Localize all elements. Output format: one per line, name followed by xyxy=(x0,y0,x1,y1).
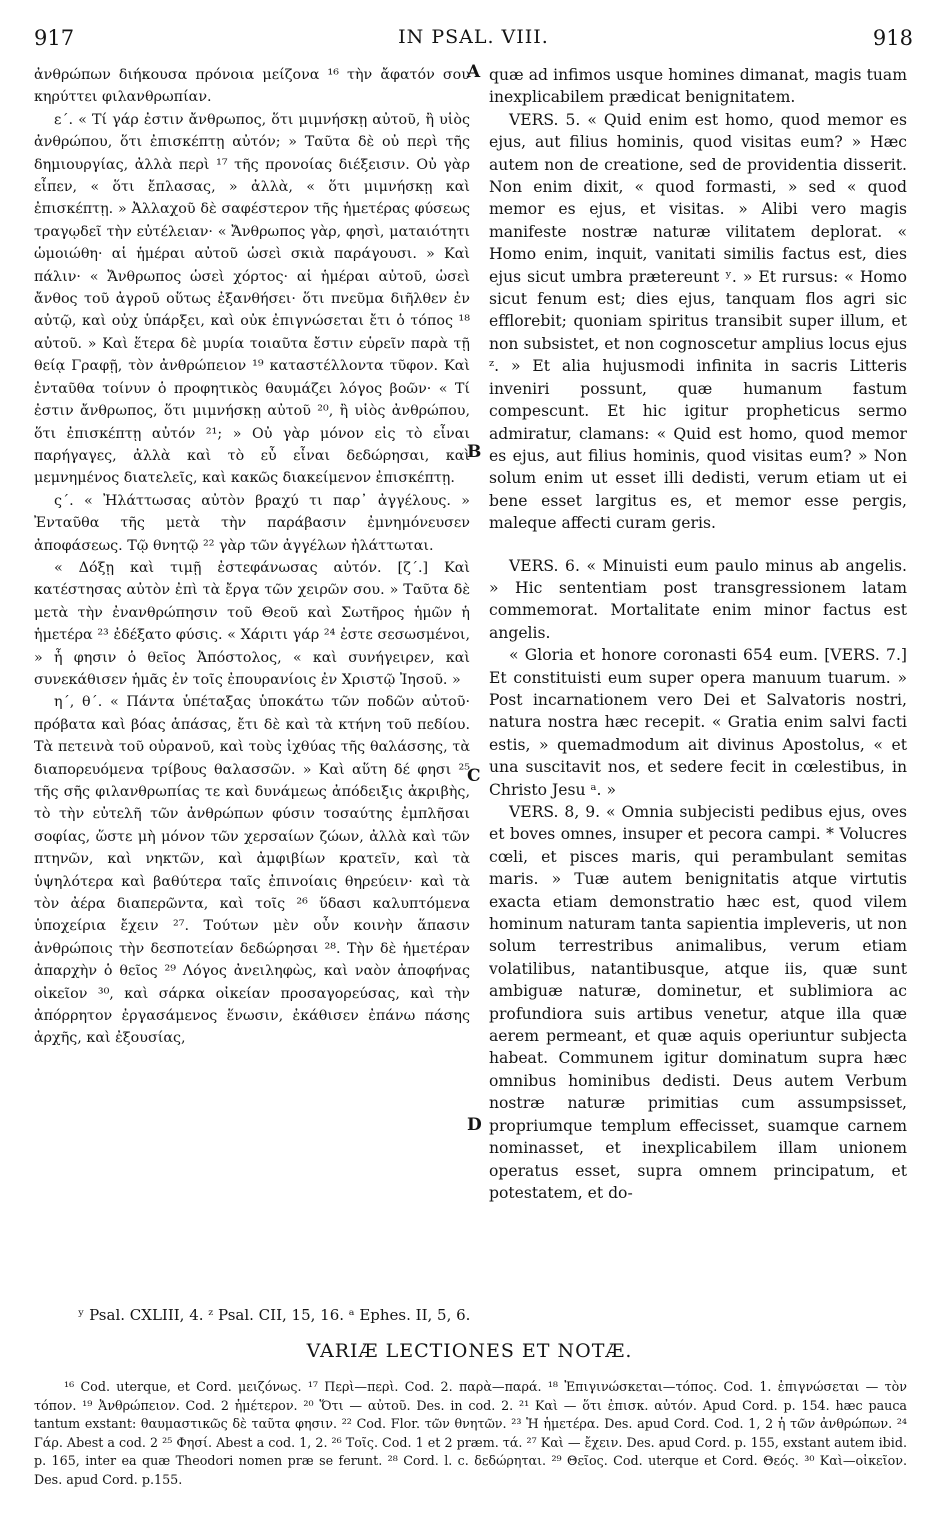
greek-paragraph: ἀνθρώπων διήκουσα πρόνοια μείζονα ¹⁶ τὴν ἄφατόν σου κηρύττει φιλανθρωπίαν. xyxy=(34,67,470,106)
margin-marker-d: D xyxy=(467,1115,482,1135)
greek-column xyxy=(34,64,470,1289)
margin-marker-b: B xyxy=(467,442,482,462)
notes-text: ¹⁶ Cod. uterque, et Cord. μειζόνως. ¹⁷ Περὶ—περὶ. Cod. 2. παρὰ—παρά. ¹⁸ Ἐπιγινώσκεται—τόπος. Cod. 1. ἐπιγνώσεται — τὸν τόπον. ¹⁹ Ἀνθρώπειον. Cod. 2 ἡμέτερον. ²⁰ Ὅτι — αὐτοῦ. Des. in cod. 2. ²¹ Καὶ — ὅτι ἐπισκ. αὐτόν. Apud Cord. p. 154. hæc pauca tantum exstant: θαυμαστικῶς δὲ ταῦτα φησιν. ²² Cod. Flor. τῶν θνητῶν. ²³ Ἡ ἡμετέρα. Des. apud Cord. Cod. 1, 2 ἡ τῶν ἀνθρώπων. ²⁴ Γάρ. Abest a cod. 2 ²⁵ Φησί. Abest a cod. 1, 2. ²⁶ Τοῖς. Cod. 1 et 2 præm. τά. ²⁷ Καὶ — ἔχειν. Des. apud Cord. p. 155, exstant autem ibid. p. 165, inter ea quæ Theodori nomen præ se ferunt. ²⁸ Cord. l. c. δεδώρηται. ²⁹ Θεῖος. Cod. uterque et Cord. Θεός. ³⁰ Καὶ—οἰκεῖον. Des. apud Cord. p.155. xyxy=(34,1379,907,1487)
latin-paragraph: VERS. 5. « Quid enim est homo, quod memor es ejus, aut filius hominis, quod visitas eum? » Hæc autem non de creatione, sed de providentia disserit. Non enim dixit, « quod formasti, » sed « quod memor es ejus, et visitas. » Alibi vero magis manifeste nostræ naturæ vilitatem deplorat. « Homo enim, inquit, vanitati similis factus est, dies ejus sicut umbra prætereunt ʸ. » Et rursus: « Homo sicut fenum est; dies ejus, tanquam flos agri sic efflorebit; quoniam spiritus transibit super illum, et non subsistet, et non cognoscetur amplius locus ejus ᶻ. » Et alia hujusmodi infinita in sacris Litteris inveniri possunt, quæ humanum fastum compescunt. Et hic igitur propheticus sermo admiratur, clamans: « Quid est homo, quod memor es ejus, aut filius hominis, quod visitas eum? » Non solum enim ut esset illi dedisti, verum etiam ut ei bene esset largitus es, et memor esse pergis, maleque affecti curam geris. xyxy=(489,110,907,533)
running-title: IN PSAL. VIII. xyxy=(398,26,549,48)
greek-paragraph: η´, θ´. « Πάντα ὑπέταξας ὑποκάτω τῶν ποδῶν αὐτοῦ· πρόβατα καὶ βόας ἁπάσας, ἔτι δὲ καὶ τὰ κτήνη τοῦ πεδίου. Τὰ πετεινὰ τοῦ οὐρανοῦ, καὶ τοὺς ἰχθύας τῆς θαλάσσης, τὰ διαπορευόμενα τρίβους θαλασσῶν. » Καὶ αὕτη δέ φησι ²⁵ τῆς σῆς φιλανθρωπίας τε καὶ δυνάμεως ἀπόδειξις ἀκριβὴς, τὸ τὴν εὐτελῆ τῶν ἀνθρώπων φύσιν τοσαύτης ἐμπλῆσαι σοφίας, ὥστε μὴ μόνον τῶν χερσαίων ζώων, ἀλλὰ καὶ τῶν πτηνῶν, καὶ νηκτῶν, καὶ ἀμφιβίων κρατεῖν, καὶ τὰ ὑψηλότερα καὶ βαθύτερα ταῖς ἐπινοίαις θηρεύειν· καὶ τὰ τὸν ἀέρα διαπερῶντα, καὶ τοῖς ²⁶ ὕδασι καλυπτόμενα ὑποχείρια ἔχειν ²⁷. Τούτων μὲν οὖν κοινὴν ἅπασιν ἀνθρώποις τὴν δεσποτείαν δεδώρησαι ²⁸. Τὴν δὲ ἡμετέραν ἀπαρχὴν ὁ θεῖος ²⁹ Λόγος ἀνειληφὼς, καὶ ναὸν ἀποφήνας οἰκεῖον ³⁰, καὶ σάρκα οἰκείαν προσαγορεύσας, καὶ τὴν ἀπόρρητον ἐργασάμενος ἕνωσιν, ἐκάθισεν ἐπάνω πάσης ἀρχῆς, καὶ ἐξουσίας, xyxy=(34,694,470,1047)
scripture-references: ʸ Psal. CXLIII, 4. ᶻ Psal. CII, 15, 16. ᵃ Ephes. II, 5, 6. xyxy=(78,1306,471,1324)
latin-column xyxy=(489,64,907,1289)
greek-paragraph: « Δόξῃ καὶ τιμῇ ἐστεφάνωσας αὐτόν. [ζ´.] Καὶ κατέστησας αὐτὸν ἐπὶ τὰ ἔργα τῶν χειρῶν σου. » Ταῦτα δὲ μετὰ τὴν ἐνανθρώπησιν τοῦ Θεοῦ καὶ Σωτῆρος ἡμῶν ἡ ἡμετέρα ²³ ἐδέξατο φύσις. « Χάριτι γάρ ²⁴ ἐστε σεσωσμένοι, » ἧ φησιν ὁ θεῖος Ἀπόστολος, « καὶ συνήγειρεν, καὶ συνεκάθισεν ἡμᾶς ἐν τοῖς ἐπουρανίοις ἐν Χριστῷ Ἰησοῦ. » xyxy=(34,559,470,688)
latin-paragraph: quæ ad infimos usque homines dimanat, magis tuam inexplicabilem prædicat benignitatem. xyxy=(489,66,907,107)
margin-marker-a: A xyxy=(467,62,481,82)
notes-heading: VARIÆ LECTIONES ET NOTÆ. xyxy=(306,1340,633,1362)
greek-paragraph: ς´. « Ἠλάττωσας αὐτὸν βραχύ τι παρ᾽ ἀγγέλους. » Ἐνταῦθα τῆς μετὰ τὴν παράβασιν ἐμνημόνευσεν ἀποφάσεως. Τῷ θνητῷ ²² γὰρ τῶν ἀγγέλων ἠλάττωται. xyxy=(34,492,470,554)
latin-paragraph: VERS. 8, 9. « Omnia subjecisti pedibus ejus, oves et boves omnes, insuper et pecora campi. * Volucres cœli, et pisces maris, qui perambulant semitas maris. » Tuæ autem benignitatis atque virtutis exacta etiam demonstratio hæc est, quod vilem hominum naturam tanta sapientia impleveris, ut non solum terrestribus animalibus, verum etiam volatilibus, natantibusque, atque iis, quæ sunt ambiguæ naturæ, dominetur, et sublimiora ac profundiora suis artibus venetur, atque illa quæ aerem permeant, et quæ aquis operiuntur subjecta habeat. Communem igitur dominatum supra hæc omnibus hominibus dedisti. Deus autem Verbum nostræ naturæ primitias cum assumpsisset, propriumque templum effecisset, suamque carnem nominasset, et inexplicabilem illam unionem operatus esset, supra omnem principatum, et potestatem, et do- xyxy=(489,803,907,1202)
latin-paragraph: « Gloria et honore coronasti 654 eum. [VERS. 7.] Et constituisti eum super opera manuum tuarum. » Post incarnationem vero Dei et Salvatoris nostri, natura nostra hæc recepit. « Gratia enim salvi facti estis, » quemadmodum ait divinus Apostolus, « et una suscitavit nos, et sedere fecit in cœlestibus, in Christo Jesu ᵃ. » xyxy=(489,646,907,799)
page-header xyxy=(34,26,913,54)
latin-paragraph: VERS. 6. « Minuisti eum paulo minus ab angelis. » Hic sententiam post transgressionem latam commemorat. Mortalitate enim minor factus est angelis. xyxy=(489,556,907,642)
margin-marker-c: C xyxy=(467,766,481,786)
page-number-left: 917 xyxy=(34,26,75,50)
variant-notes xyxy=(34,1378,907,1489)
page-number-right: 918 xyxy=(872,26,913,50)
greek-paragraph: ε´. « Τί γάρ ἐστιν ἄνθρωπος, ὅτι μιμνήσκῃ αὐτοῦ, ἢ υἱὸς ἀνθρώπου, ὅτι ἐπισκέπτῃ αὐτόν; » Ταῦτα δὲ οὐ περὶ τῆς δημιουργίας, ἀλλὰ περὶ ¹⁷ τῆς προνοίας διέξεισιν. Οὐ γὰρ εἶπεν, « ὅτι ἔπλασας, » ἀλλὰ, « ὅτι μιμνήσκῃ καὶ ἐπισκέπτῃ. » Ἀλλαχοῦ δὲ σαφέστερον τῆς ἡμετέρας φύσεως τραγῳδεῖ τὴν εὐτέλειαν· « Ἄνθρωπος γὰρ, φησὶ, ματαιότητι ὡμοιώθη· αἱ ἡμέραι αὐτοῦ ὡσεὶ σκιὰ παράγουσι. » Καὶ πάλιν· « Ἄνθρωπος ὡσεὶ χόρτος· αἱ ἡμέραι αὐτοῦ, ὡσεὶ ἄνθος τοῦ ἀγροῦ οὕτως ἐξανθήσει· ὅτι πνεῦμα διῆλθεν ἐν αὐτῷ, καὶ οὐχ ὑπάρξει, καὶ οὐκ ἐπιγνώσεται ἔτι ὁ τόπος ¹⁸ αὐτοῦ. » Καὶ ἕτερα δὲ μυρία τοιαῦτα ἔστιν εὑρεῖν παρὰ τῇ θείᾳ Γραφῇ, τὸν ἀνθρώπειον ¹⁹ καταστέλλοντα τῦφον. Καὶ ἐνταῦθα τοίνυν ὁ προφητικὸς θαυμάζει λόγος βοῶν· « Τί ἐστιν ἄνθρωπος, ὅτι μιμνήσκῃ αὐτοῦ ²⁰, ἢ υἱὸς ἀνθρώπου, ὅτι ἐπισκέπτῃ αὐτόν ²¹; » Οὐ γὰρ μόνον εἰς τὸ εἶναι παρήγαγες, ἀλλὰ καὶ τὸ εὖ εἶναι δεδώρησαι, καὶ μεμνημένος διατελεῖς, καὶ κακῶς διακείμενον ἐπισκέπτῃ. xyxy=(34,111,470,487)
